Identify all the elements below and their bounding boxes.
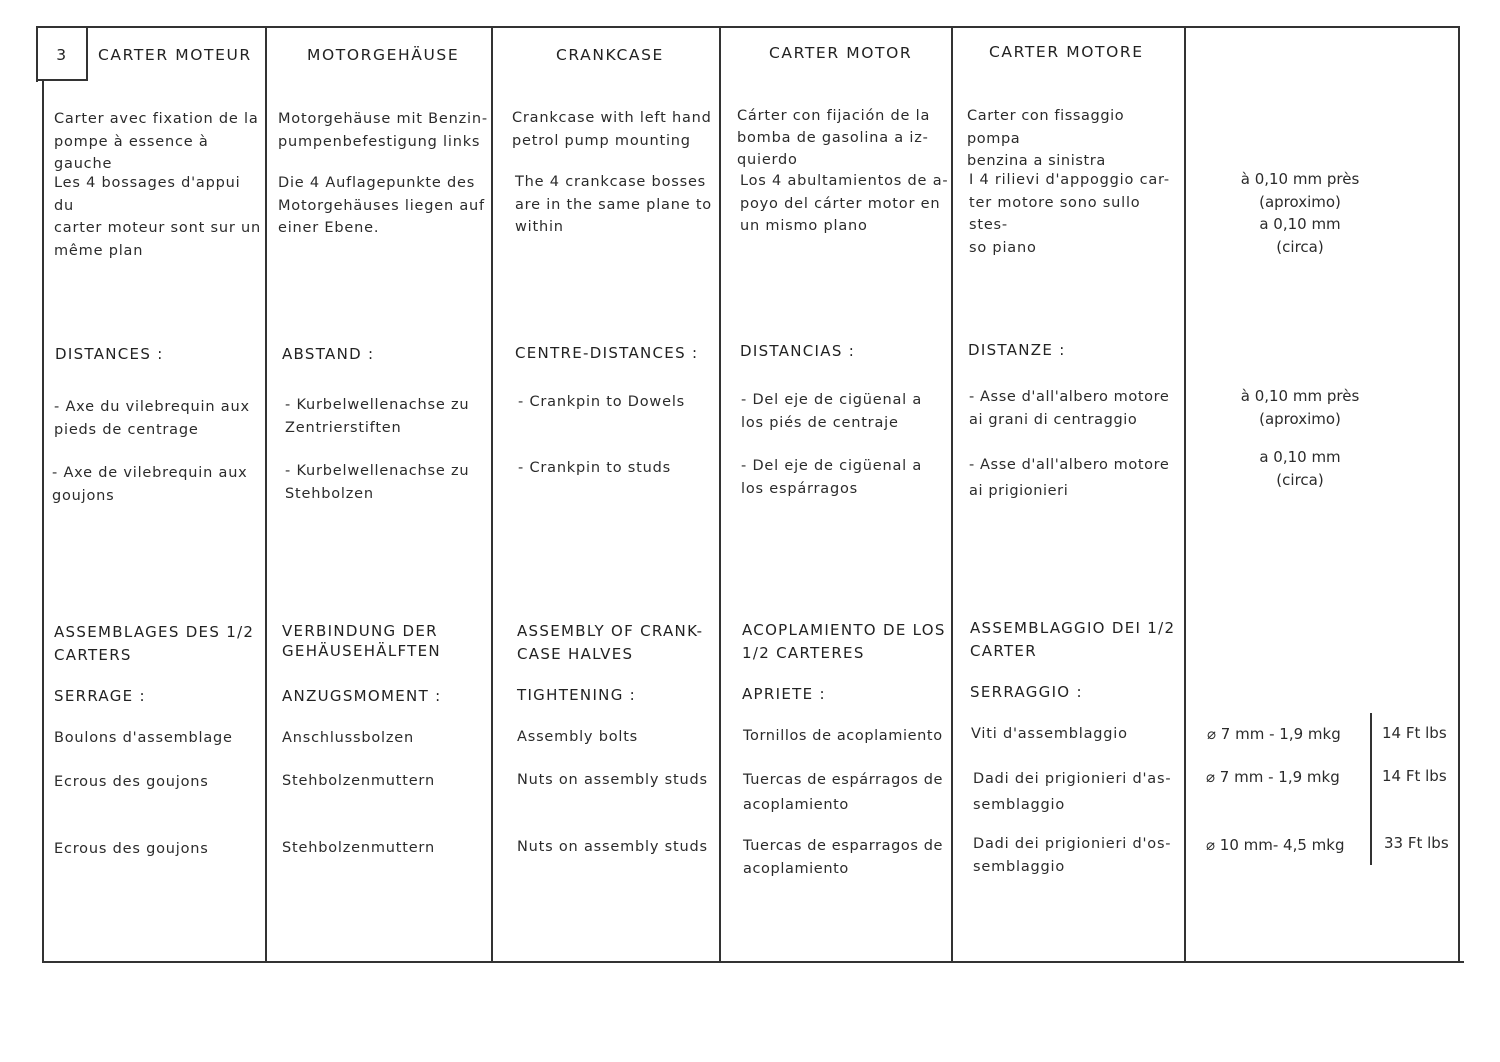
nuts-label-it: Dadi dei prigionieri d'os- semblaggio <box>973 836 1172 875</box>
nuts-label-fr: Ecrous des goujons <box>54 841 209 857</box>
torque-nuts-ftlbs: 14 Ft lbs <box>1382 767 1447 785</box>
description-it: Carter con fissaggio pompa benzina a sinistra <box>967 108 1125 169</box>
bolts-label-es: Tornillos de acoplamiento <box>743 728 943 744</box>
column-divider <box>1184 28 1186 962</box>
table-border-right <box>1458 26 1460 962</box>
column-divider <box>719 28 721 962</box>
bolts-label-fr: Boulons d'assemblage <box>54 730 233 746</box>
nuts-label-es: Tuercas de espárragos de acoplamiento <box>743 772 944 813</box>
nuts-label-it: Dadi dei prigionieri d'as- semblaggio <box>973 771 1172 813</box>
column-divider <box>951 28 953 962</box>
torque-nuts-value: ⌀ 7 mm - 1,9 mkg <box>1206 768 1340 786</box>
assembly-title-en: ASSEMBLY OF CRANK- CASE HALVES <box>517 622 704 663</box>
bolts-label-en: Assembly bolts <box>517 729 639 745</box>
description-es: Cárter con fijación de la bomba de gasolina a iz- quierdo <box>737 108 931 168</box>
distances-title-de: ABSTAND : <box>282 345 375 363</box>
table-border-bottom <box>42 961 1464 963</box>
distance-studs-de: - Kurbelwellenachse zu Stehbolzen <box>285 463 470 502</box>
distance-tolerance-value: a 0,10 mm (circa) <box>1259 448 1341 489</box>
table-border-left <box>42 80 44 962</box>
distances-title-fr: DISTANCES : <box>55 345 164 363</box>
distances-title-en: CENTRE-DISTANCES : <box>515 344 699 362</box>
bolts-label-it: Viti d'assemblaggio <box>971 726 1128 742</box>
torque-bolts-value: ⌀ 7 mm - 1,9 mkg <box>1207 725 1341 743</box>
description-fr: Carter avec fixation de la pompe à essence à gauche <box>54 111 259 172</box>
assembly-title-es: ACOPLAMIENTO DE LOS 1/2 CARTERES <box>742 621 946 662</box>
distance-studs-fr: - Axe de vilebrequin aux goujons <box>52 465 248 504</box>
plane-tolerance-value: à 0,10 mm près (aproximo) a 0,10 mm (circa) <box>1240 170 1360 256</box>
distance-dowels-es: - Del eje de cigüenal a los piés de centraje <box>741 392 923 431</box>
section-number: 3 <box>56 46 68 64</box>
section-box-bottom <box>36 79 88 81</box>
nuts-label-en: Nuts on assembly studs <box>517 839 708 855</box>
column-divider <box>491 28 493 962</box>
torque-nuts-ftlbs: 33 Ft lbs <box>1384 834 1449 852</box>
column-title-en: CRANKCASE <box>556 46 664 64</box>
plane-note-de: Die 4 Auflagepunkte des Motorgehäuses liegen auf einer Ebene. <box>278 175 485 236</box>
ftlbs-divider <box>1370 713 1372 865</box>
column-title-fr: CARTER MOTEUR <box>98 46 252 64</box>
assembly-title-fr: ASSEMBLAGES DES 1/2 CARTERS <box>54 623 255 664</box>
plane-note-es: Los 4 abultamientos de a- poyo del cárter motor en un mismo plano <box>740 173 949 234</box>
plane-note-it: I 4 rilievi d'appoggio car- ter motore sono sullo stes- so piano <box>969 172 1170 256</box>
distance-dowels-it: - Asse d'all'albero motore ai grani di centraggio <box>969 389 1170 428</box>
distance-dowels-fr: - Axe du vilebrequin aux pieds de centrage <box>54 399 250 438</box>
description-en: Crankcase with left hand petrol pump mounting <box>512 110 712 149</box>
tightening-title-de: ANZUGSMOMENT : <box>282 687 442 705</box>
description-de: Motorgehäuse mit Benzin- pumpenbefestigung links <box>278 111 488 150</box>
plane-note-fr: Les 4 bossages d'appui du carter moteur sont sur un même plan <box>54 175 261 259</box>
nuts-label-de: Stehbolzenmuttern <box>282 840 435 856</box>
column-title-it: CARTER MOTORE <box>989 43 1144 61</box>
distance-tolerance-value: à 0,10 mm près (aproximo) <box>1240 387 1360 428</box>
nuts-label-es: Tuercas de esparragos de acoplamiento <box>743 838 944 877</box>
tightening-title-fr: SERRAGE : <box>54 687 146 705</box>
bolts-label-de: Anschlussbolzen <box>282 730 414 746</box>
distance-dowels-de: - Kurbelwellenachse zu Zentrierstiften <box>285 397 470 436</box>
plane-note-en: The 4 crankcase bosses are in the same plane to within <box>515 174 712 235</box>
torque-bolts-ftlbs: 14 Ft lbs <box>1382 724 1447 742</box>
tightening-title-es: APRIETE : <box>742 685 826 703</box>
distances-title-it: DISTANZE : <box>968 341 1066 359</box>
distance-studs-en: - Crankpin to studs <box>518 460 671 476</box>
nuts-label-en: Nuts on assembly studs <box>517 772 708 788</box>
distances-title-es: DISTANCIAS : <box>740 342 856 360</box>
distance-studs-it: - Asse d'all'albero motore ai prigionieri <box>969 457 1170 499</box>
nuts-label-fr: Ecrous des goujons <box>54 774 209 790</box>
column-divider <box>265 28 267 962</box>
tightening-title-en: TIGHTENING : <box>517 686 637 704</box>
nuts-label-de: Stehbolzenmuttern <box>282 773 435 789</box>
assembly-title-de: VERBINDUNG DER GEHÄUSEHÄLFTEN <box>282 622 441 660</box>
table-border-top <box>36 26 1458 28</box>
distance-dowels-en: - Crankpin to Dowels <box>518 394 685 410</box>
column-title-de: MOTORGEHÄUSE <box>307 46 460 64</box>
distance-studs-es: - Del eje de cigüenal a los espárragos <box>741 458 923 497</box>
assembly-title-it: ASSEMBLAGGIO DEI 1/2 CARTER <box>970 619 1176 660</box>
tightening-title-it: SERRAGGIO : <box>970 683 1083 701</box>
column-title-es: CARTER MOTOR <box>769 44 913 62</box>
section-box-right <box>86 28 88 80</box>
torque-nuts-value: ⌀ 10 mm- 4,5 mkg <box>1206 836 1345 854</box>
